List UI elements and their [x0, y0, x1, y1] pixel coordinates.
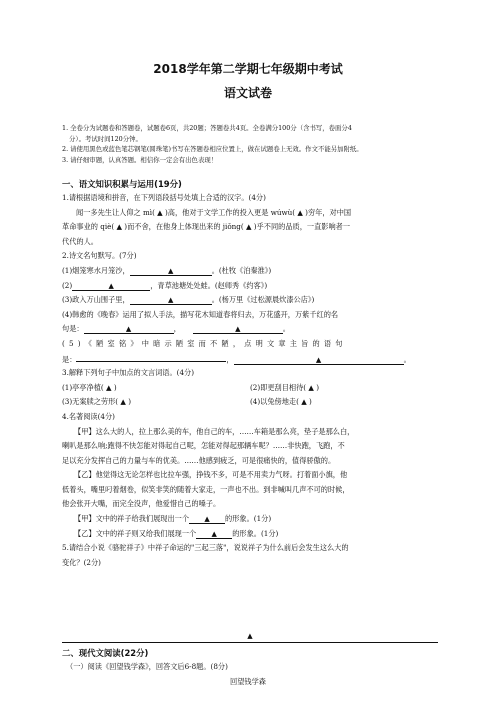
q3-item-2: (2)即更刮目相待( ▲ ) [250, 382, 320, 392]
section-2-heading: 二、现代文阅读(22分) [62, 648, 149, 658]
answer-blank[interactable]: ▲ [130, 266, 212, 276]
q1-line-3: 代代的人。 [62, 236, 98, 246]
answer-blank[interactable]: ▲ [234, 355, 404, 365]
q4-passage-jia-1: 【甲】这么大的人，拉上那么美的车，他自己的车，……车箱是那么亮，垫子是那么白， [74, 426, 355, 436]
answer-blank[interactable]: ▲ [84, 324, 174, 334]
q4-question-yi-tail: 的形象。(1分) [232, 528, 279, 538]
exam-title: 2018学年第二学期七年级期中考试 [153, 62, 343, 76]
q1-line-1: 闻一多先生让人仰之 mì( ▲ )高，他对于文学工作的投入更是 wúwù( ▲ )穷年，对中国 [76, 207, 352, 217]
answer-blank[interactable]: ▲ [130, 295, 212, 305]
q3-row-1 [62, 381, 438, 396]
q2-item-5-label: 是： [62, 354, 77, 364]
q5-line-1: 5.请结合小说《骆驼祥子》中祥子命运的"三起三落"，说说祥子为什么前后会发生这么大的 [62, 543, 349, 553]
q1-stem: 1.请根据语境和拼音，在下列语段括号处填上合适的汉字。(4分) [62, 193, 266, 202]
exam-instructions [62, 123, 442, 165]
q5-line-2: 变化？(2分) [62, 557, 101, 567]
instruction-1-cont: 分）。考试时间120分钟。 [69, 134, 142, 143]
q4-question-yi-text: 【乙】文中的祥子则又给我们展现一个 [74, 528, 197, 538]
answer-blank[interactable]: ▲ [189, 514, 225, 524]
instruction-2: 2. 请使用黑色或蓝色笔芯钢笔(圆珠笔)书写在答题卷相应位置上，做在试题卷上无效。作文不能另加附纸。 [62, 145, 363, 153]
section-1-heading: 一、语文知识积累与运用(19分) [62, 179, 182, 189]
q2-item-4-label: 句是： [62, 324, 84, 334]
answer-blank[interactable] [76, 352, 226, 362]
q2-item-4: (4)韩愈的《晚春》运用了拟人手法，描写花木知道春将归去，万花盛开，万紫千红的名 [62, 309, 339, 319]
q2-item-3-source: 。(杨万里《过松源晨炊漆公店》) [211, 295, 315, 305]
q4-passage-yi-3: 他会张开大嘴，而完全没声，他爱惜自己的嗓子。 [62, 499, 221, 509]
q4-question-jia [62, 512, 438, 527]
q4-passage-jia-3: 足以充分发挥自己的力量与车的优美。……他感到疲乏，可是很痛快的，值得骄傲的。 [62, 455, 336, 465]
answer-blank[interactable]: ▲ [196, 529, 232, 539]
q4-question-jia-text: 【甲】文中的祥子给我们展现出一个 [74, 514, 190, 524]
q3-item-4: (4)以兔傍地走( ▲ ) [250, 397, 312, 407]
instruction-1: 1. 全卷分为试题卷和答题卷，试题卷6页，共20题；答题卷共4页。全卷满分100分（含书写，卷面分4 [62, 124, 352, 132]
q4-passage-yi-1: 【乙】他觉得这无论怎样也比拉车强，挣钱不多，可是不用卖力气呀。打着面小旗，他 [74, 470, 348, 480]
q2-item-1 [62, 264, 438, 279]
q3-stem: 3.解释下列句子中加点的文言词语。(4分) [62, 368, 195, 378]
q2-item-2-text: (2) [62, 280, 73, 290]
q4-question-jia-tail: 的形象。(1分) [225, 514, 272, 524]
q2-item-2 [62, 279, 438, 294]
q4-question-yi [62, 527, 438, 542]
section-1-body [62, 191, 438, 570]
q2-item-1-source: 。(杜牧《泊秦淮》) [211, 265, 272, 275]
section-2-part-1: （一）阅读《回望钱学森》，回答文后6-8题。(8分) [66, 662, 228, 671]
q3-item-3: (3)无案牍之劳形( ▲ ) [62, 397, 132, 407]
answer-blank[interactable]: ▲ [72, 281, 150, 291]
q4-stem: 4.名著阅读(4分) [62, 411, 115, 421]
q3-row-2 [62, 395, 438, 410]
q3-item-1: (1)亭亭净植( ▲ ) [62, 382, 117, 392]
q1-line-2: 革命事业的 qiè( ▲ )而不舍，在他身上体现出来的 jiǒng( ▲ )乎不同的品质，一直影响者一 [62, 222, 351, 232]
q2-item-3-text: (3)政入万山围子里， [62, 295, 130, 305]
q2-item-2-source: ，青草池塘处处蛙。(赵师秀《约客》) [150, 280, 268, 290]
answer-blank[interactable]: ▲ [193, 324, 283, 334]
q2-item-1-text: (1)烟笼寒水月笼沙， [62, 265, 130, 275]
q2-item-4-answer: 句是： ▲ ， ▲ 。 [62, 324, 290, 334]
q2-item-5-answer: 是： ， ▲ 。 [62, 352, 438, 367]
article-title: 回望钱学森 [230, 677, 266, 686]
q2-stem: 2.诗文名句默写。(7分) [62, 251, 137, 261]
instruction-3: 3. 请仔细审题，认真答题。相信你一定会有出色表现！ [62, 155, 218, 164]
q5-answer-line[interactable]: ▲ [62, 632, 438, 643]
q4-passage-jia-2: 喇叭是那么响;跑得不快怎能对得起自己呢，怎能对得起那辆车呢？……非快跑，飞跑，不 [62, 441, 345, 451]
q2-item-5: (5)《陋室铭》中暗示陋室而不陋，点明文章主旨的语句 [62, 338, 347, 348]
q4-passage-yi-2: 低着头，嘴里叼着烟卷，似笑非笑的随着大家走，一声也不出。到非喊叫几声不可的时候， [62, 484, 350, 494]
q2-item-3 [62, 293, 438, 308]
exam-subtitle: 语文试卷 [223, 86, 272, 100]
